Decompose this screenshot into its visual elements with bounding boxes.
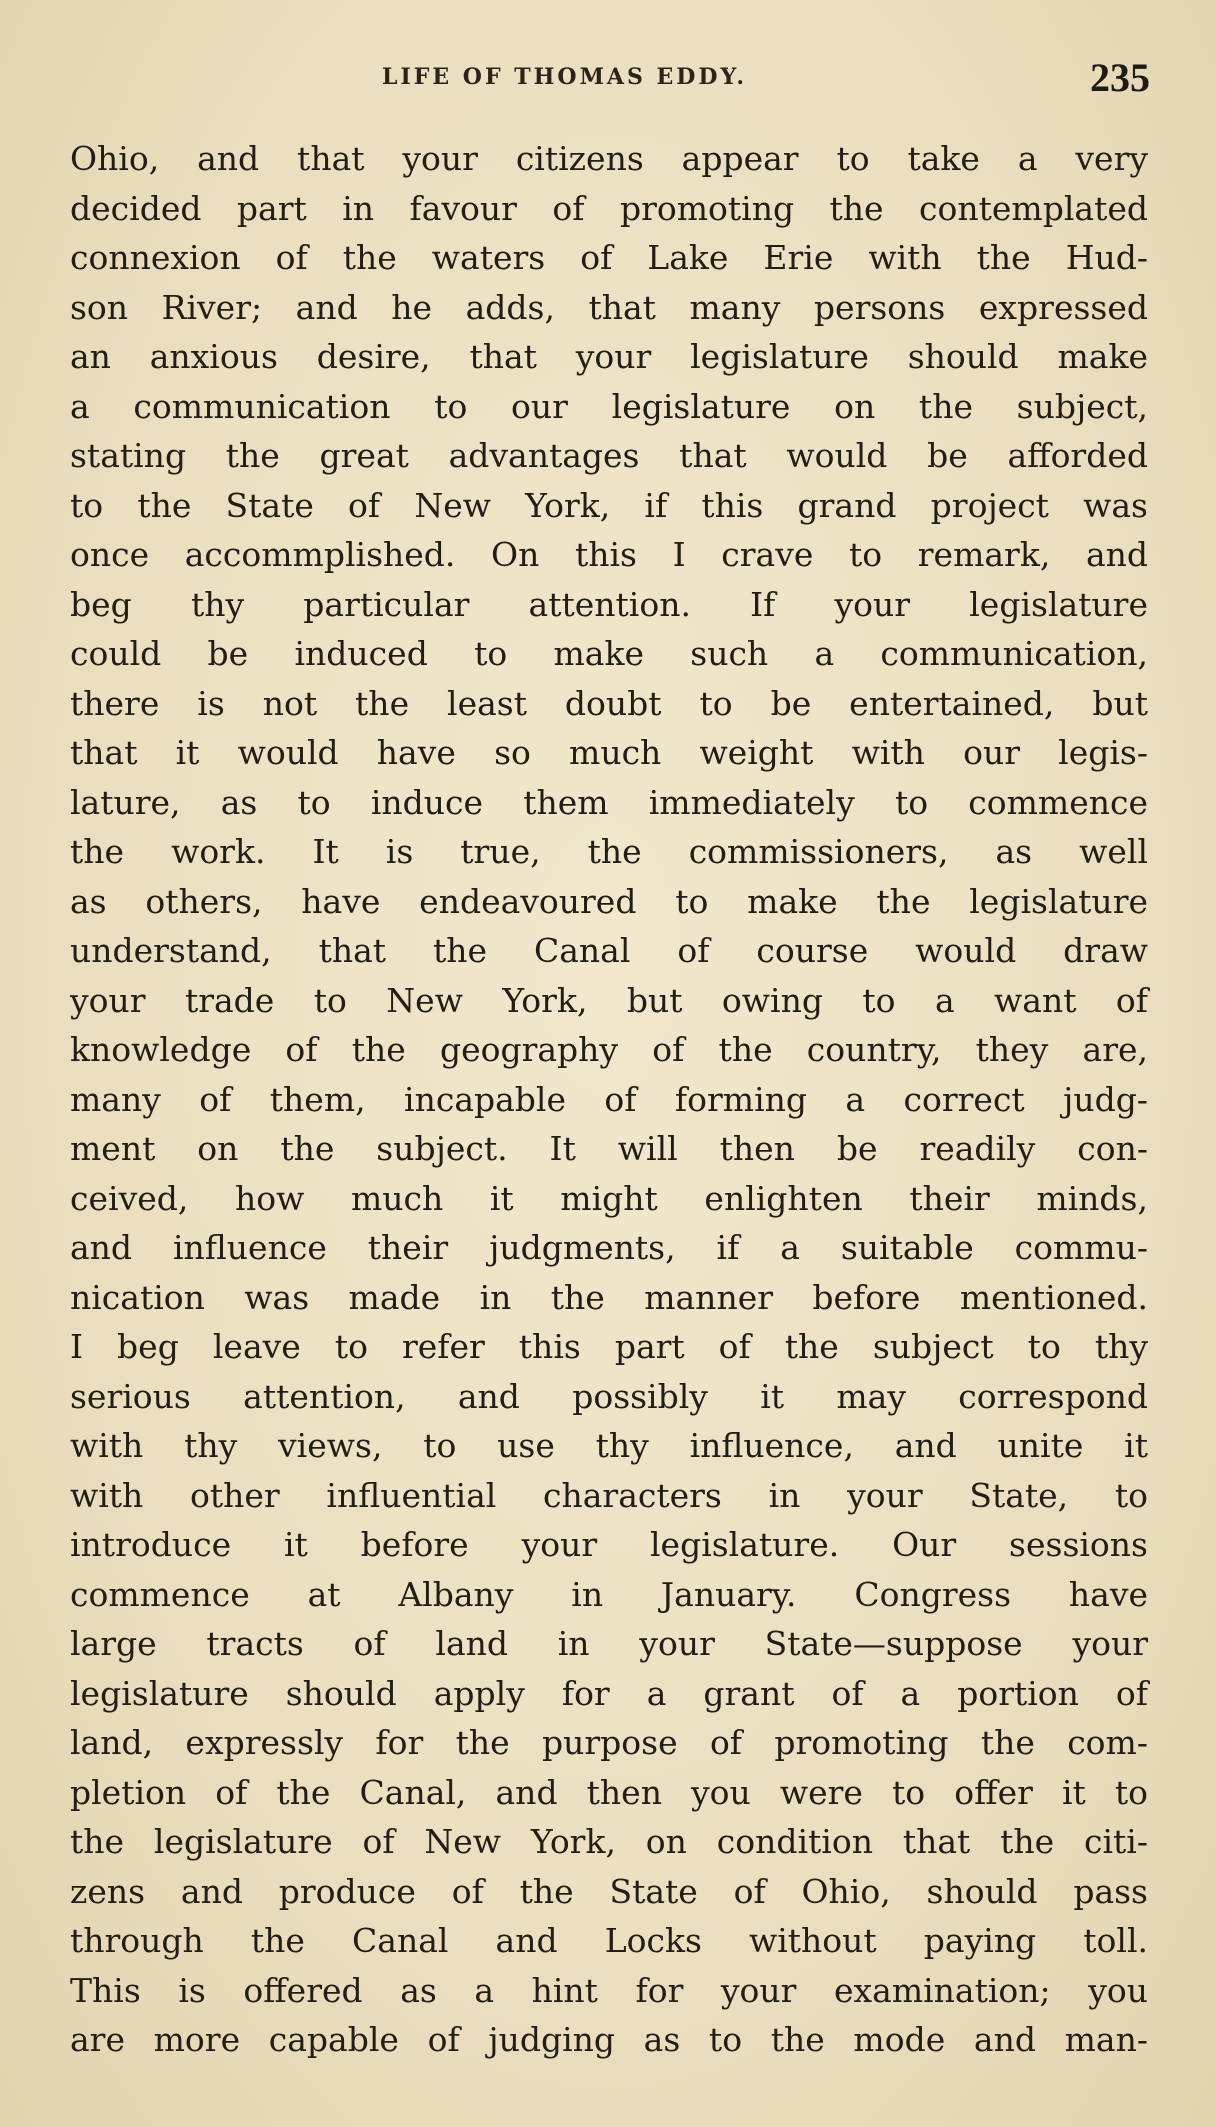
text-line: ceived, how much it might enlighten their minds, (70, 1178, 1148, 1218)
text-line: zens and produce of the State of Ohio, should pass (70, 1871, 1148, 1911)
text-line: with thy views, to use thy influence, and unite it (70, 1426, 1148, 1465)
text-line: large tracts of land in your State—suppose your (70, 1624, 1148, 1663)
text-line: Ohio, and that your citizens appear to take a very (70, 139, 1148, 178)
text-line: through the Canal and Locks without paying toll. (70, 1921, 1148, 1960)
text-line: your trade to New York, but owing to a want of (70, 980, 1148, 1020)
text-line: and influence their judgments, if a suitable commu- (70, 1228, 1148, 1267)
text-line: land, expressly for the purpose of promoting the com- (70, 1723, 1148, 1762)
running-title: LIFE OF THOMAS EDDY. (382, 64, 747, 90)
text-line: stating the great advantages that would be afforded (70, 436, 1148, 475)
text-line: connexion of the waters of Lake Erie with the Hud- (70, 238, 1148, 277)
text-line: a communication to our legislature on the subject, (70, 386, 1148, 426)
text-line: the legislature of New York, on condition that the citi- (70, 1822, 1148, 1861)
text-line: ment on the subject. It will then be readily con- (70, 1129, 1148, 1168)
text-line: there is not the least doubt to be entertained, but (70, 683, 1148, 723)
text-line: commence at Albany in January. Congress have (70, 1574, 1148, 1614)
text-line: are more capable of judging as to the mode and man- (70, 2020, 1148, 2059)
text-line: knowledge of the geography of the country, they are, (70, 1030, 1148, 1069)
text-line: pletion of the Canal, and then you were to offer it to (70, 1772, 1148, 1812)
text-line: as others, have endeavoured to make the legislature (70, 881, 1148, 921)
text-line: an anxious desire, that your legislature should make (70, 337, 1148, 376)
text-line: nication was made in the manner before mentioned. (70, 1277, 1148, 1317)
text-line: understand, that the Canal of course would draw (70, 931, 1148, 970)
text-line: This is offered as a hint for your examination; you (70, 1970, 1148, 2010)
running-head (0, 55, 1216, 118)
text-line: once accommplished. On this I crave to remark, and (70, 535, 1148, 574)
text-line: the work. It is true, the commissioners, as well (70, 832, 1148, 871)
text-line: decided part in favour of promoting the contemplated (70, 188, 1148, 228)
text-line: that it would have so much weight with our legis- (70, 733, 1148, 772)
page-number: 235 (1090, 55, 1150, 100)
text-line: introduce it before your legislature. Our sessions (70, 1525, 1148, 1564)
text-line: beg thy particular attention. If your legislature (70, 584, 1148, 624)
text-line: son River; and he adds, that many persons expressed (70, 287, 1148, 327)
text-line: lature, as to induce them immediately to commence (70, 782, 1148, 822)
text-line: many of them, incapable of forming a correct judg- (70, 1079, 1148, 1119)
body-text (70, 134, 1148, 2065)
text-line: with other influential characters in your State, to (70, 1475, 1148, 1515)
text-line: legislature should apply for a grant of a portion of (70, 1673, 1148, 1713)
text-line: serious attention, and possibly it may correspond (70, 1376, 1148, 1416)
text-line: to the State of New York, if this grand project was (70, 485, 1148, 525)
text-line: could be induced to make such a communication, (70, 634, 1148, 673)
text-line: I beg leave to refer this part of the subject to thy (70, 1327, 1148, 1366)
